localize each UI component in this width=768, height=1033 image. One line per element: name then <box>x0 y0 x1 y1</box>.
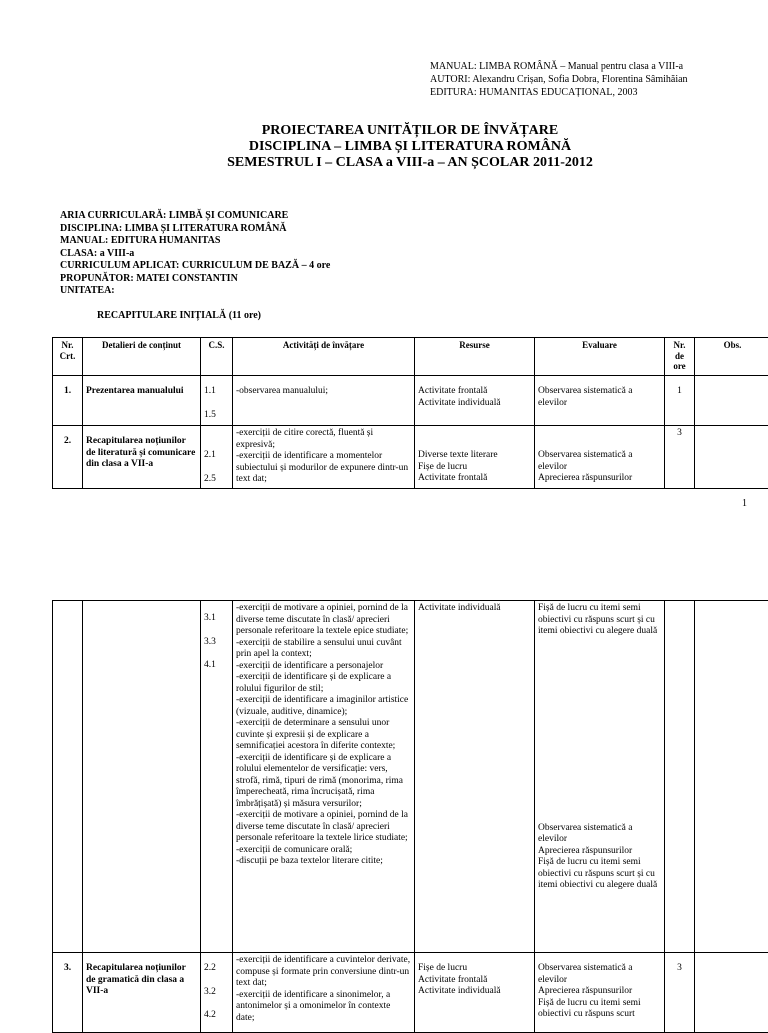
section-title: RECAPITULARE INIȚIALĂ (11 ore) <box>97 310 261 321</box>
cs-code: 3.1 <box>204 613 229 625</box>
row-activitati <box>233 426 415 489</box>
col-cs: C.S. <box>201 338 233 376</box>
page-number: 1 <box>742 498 747 509</box>
row-activitati <box>233 953 415 1033</box>
info-curriculum: CURRICULUM APLICAT: CURRICULUM DE BAZĂ – 4 ore <box>60 260 330 273</box>
activity-item: -exerciții de identificare și de explicare a rolului elementelor de versificație: vers, strofă, rimă, tipuri de rimă (monorima, rima împerecheată, rima încrucișată, rima îmbrățișată) și măsura versurilor; <box>236 753 411 811</box>
row-resurse <box>415 953 535 1033</box>
evaluation-item: Observarea sistematică a elevilor <box>538 963 661 986</box>
activity-item: -exerciții de identificare a momentelor subiectului și modurilor de expunere dintr-un text dat; <box>236 451 411 486</box>
cs-code: 4.2 <box>204 1010 229 1022</box>
evaluation-item: Observarea sistematică a elevilor <box>538 450 661 473</box>
row-content: Recapitularea noțiunilor de gramatică din clasa a VII-a <box>83 953 201 1033</box>
info-propunator: PROPUNĂTOR: MATEI CONSTANTIN <box>60 273 330 286</box>
cs-code: 3.2 <box>204 987 229 999</box>
row-nr: 2. <box>53 426 83 489</box>
activity-item: -exerciții de identificare a imaginilor artistice (vizuale, auditive, dinamice); <box>236 695 411 718</box>
resource-item: Activitate frontală <box>418 386 531 398</box>
activity-item: -exerciții de determinare a sensului unor cuvinte și expresii și de explicare a semnificației acestora în diferite contexte; <box>236 718 411 753</box>
document-title <box>0 123 768 171</box>
activity-item: -exerciții de identificare a cuvintelor derivate, compuse și formate prin conversiune dintr-un text dat; <box>236 955 411 990</box>
activity-item: -discuții pe baza textelor literare citite; <box>236 856 411 868</box>
row-evaluare <box>535 426 665 489</box>
activity-item: -exerciții de comunicare orală; <box>236 845 411 857</box>
row-nr: 3. <box>53 953 83 1033</box>
activity-item: -exerciții de motivare a opiniei, pornind de la diverse teme discutate în clasă/ aprecieri personale referitoare la textele lirice studiate; <box>236 810 411 845</box>
info-clasa: CLASA: a VIII-a <box>60 248 330 261</box>
curriculum-info <box>60 210 330 298</box>
title-line-3: SEMESTRUL I – CLASA a VIII-a – AN ȘCOLAR 2011-2012 <box>0 155 768 171</box>
activity-item: -exerciții de citire corectă, fluentă și expresivă; <box>236 428 411 451</box>
row-ore: 1 <box>665 376 695 426</box>
row-activitati <box>233 376 415 426</box>
row-cs <box>201 426 233 489</box>
cs-code: 1.5 <box>204 410 229 422</box>
planning-table-continued <box>52 600 768 1033</box>
row-evaluare <box>535 953 665 1033</box>
col-activitati: Activități de învățare <box>233 338 415 376</box>
evaluation-item: Fișă de lucru cu itemi semi obiectivi cu răspuns scurt și cu itemi obiectivi cu alegere duală <box>538 857 661 892</box>
row-cs <box>201 376 233 426</box>
cs-code: 4.1 <box>204 660 229 672</box>
evaluation-item: Fișă de lucru cu itemi semi obiectivi cu răspuns scurt <box>538 998 661 1021</box>
info-manual: MANUAL: EDITURA HUMANITAS <box>60 235 330 248</box>
info-unitatea: UNITATEA: <box>60 285 330 298</box>
row-cs <box>201 601 233 953</box>
cs-code: 2.5 <box>204 474 229 486</box>
manual-info <box>430 60 688 99</box>
title-line-1: PROIECTAREA UNITĂȚILOR DE ÎNVĂȚARE <box>0 123 768 139</box>
row-nr: 1. <box>53 376 83 426</box>
table-row <box>53 953 768 1033</box>
activity-item: -observarea manualului; <box>236 386 411 398</box>
evaluation-item: Observarea sistematică a elevilor <box>538 823 661 846</box>
publisher-line: EDITURA: HUMANITAS EDUCAȚIONAL, 2003 <box>430 86 688 99</box>
authors-line: AUTORI: Alexandru Crișan, Sofia Dobra, Florentina Sâmihăian <box>430 73 688 86</box>
row-ore <box>665 601 695 953</box>
planning-table <box>52 337 768 489</box>
row-evaluare <box>535 601 665 953</box>
resource-item: Activitate individuală <box>418 603 531 615</box>
row-activitati <box>233 601 415 953</box>
evaluation-item: Aprecierea răspunsurilor <box>538 473 661 485</box>
col-evaluare: Evaluare <box>535 338 665 376</box>
spacer <box>538 638 661 823</box>
evaluation-item: Observarea sistematică a elevilor <box>538 386 661 409</box>
col-detalieri: Detalieri de conținut <box>83 338 201 376</box>
title-line-2: DISCIPLINA – LIMBA ȘI LITERATURA ROMÂNĂ <box>0 139 768 155</box>
resource-item: Activitate individuală <box>418 986 531 998</box>
resource-item: Diverse texte literare <box>418 450 531 462</box>
col-obs: Obs. <box>695 338 768 376</box>
row-resurse <box>415 376 535 426</box>
activity-item: -exerciții de motivare a opiniei, pornind de la diverse teme discutate în clasă/ aprecieri personale referitoare la textele epice studiate; <box>236 603 411 638</box>
activity-item: -exerciții de stabilire a sensului unui cuvânt prin apel la context; <box>236 638 411 661</box>
activity-item: -exerciții de identificare a personajelor <box>236 661 411 673</box>
cs-code: 3.3 <box>204 637 229 649</box>
table-row <box>53 426 768 489</box>
row-ore: 3 <box>665 426 695 489</box>
resource-item: Fișe de lucru <box>418 963 531 975</box>
table-row <box>53 601 768 953</box>
manual-line: MANUAL: LIMBA ROMÂNĂ – Manual pentru clasa a VIII-a <box>430 60 688 73</box>
resource-item: Fișe de lucru <box>418 462 531 474</box>
resource-item: Activitate individuală <box>418 398 531 410</box>
activity-item: -exerciții de identificare și de explicare a rolului figurilor de stil; <box>236 672 411 695</box>
resource-item: Activitate frontală <box>418 473 531 485</box>
table-row <box>53 376 768 426</box>
row-evaluare <box>535 376 665 426</box>
col-resurse: Resurse <box>415 338 535 376</box>
info-aria: ARIA CURRICULARĂ: LIMBĂ ȘI COMUNICARE <box>60 210 330 223</box>
row-resurse <box>415 426 535 489</box>
page-separator <box>0 535 768 580</box>
col-ore: Nr. de ore <box>665 338 695 376</box>
row-obs <box>695 601 768 953</box>
activity-item: -exerciții de identificare a sinonimelor, a antonimelor și a omonimelor în contexte date; <box>236 990 411 1025</box>
row-obs <box>695 376 768 426</box>
cs-code: 2.2 <box>204 963 229 975</box>
row-content <box>83 601 201 953</box>
row-content: Recapitularea noțiunilor de literatură și comunicare din clasa a VII-a <box>83 426 201 489</box>
row-obs <box>695 426 768 489</box>
row-cs <box>201 953 233 1033</box>
cs-code: 1.1 <box>204 386 229 398</box>
info-disciplina: DISCIPLINA: LIMBA ȘI LITERATURA ROMÂNĂ <box>60 223 330 236</box>
row-nr <box>53 601 83 953</box>
evaluation-item: Fișă de lucru cu itemi semi obiectivi cu răspuns scurt și cu itemi obiectivi cu alegere duală <box>538 603 661 638</box>
row-obs <box>695 953 768 1033</box>
table-header <box>53 338 768 376</box>
row-ore: 3 <box>665 953 695 1033</box>
evaluation-item: Aprecierea răspunsurilor <box>538 986 661 998</box>
cs-code: 2.1 <box>204 450 229 462</box>
resource-item: Activitate frontală <box>418 975 531 987</box>
evaluation-item: Aprecierea răspunsurilor <box>538 846 661 858</box>
row-content: Prezentarea manualului <box>83 376 201 426</box>
col-nr: Nr. Crt. <box>53 338 83 376</box>
row-resurse <box>415 601 535 953</box>
page-2 <box>0 580 768 1024</box>
